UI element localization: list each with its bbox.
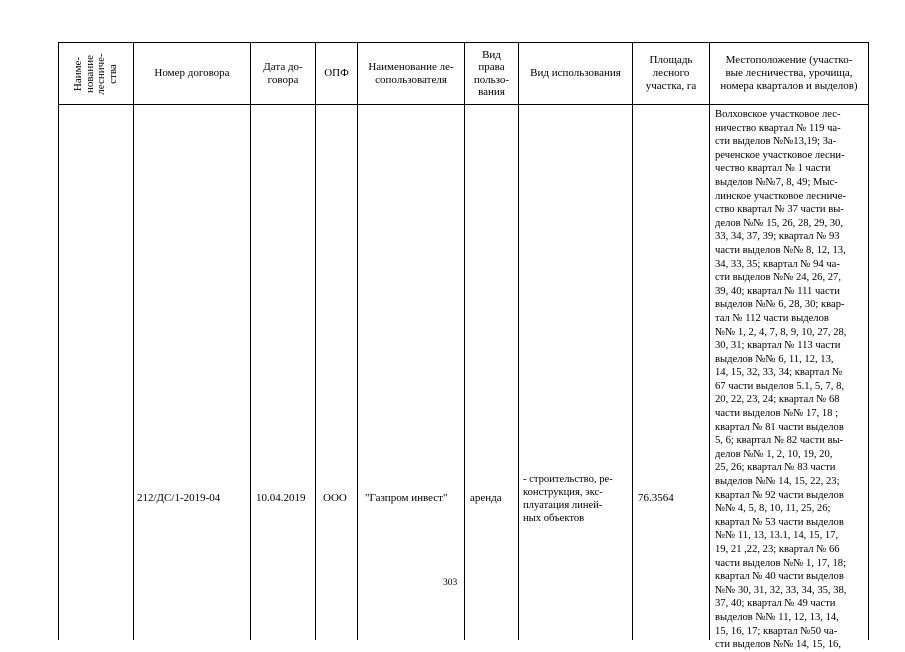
col-divider xyxy=(133,42,134,640)
header-user-name: Наименование ле- сопользователя xyxy=(368,60,454,86)
cell-contract-number: 212/ДС/1-2019-04 xyxy=(137,492,221,504)
cell-area: 76.3564 xyxy=(638,492,674,504)
header-area: Площадь лесного участка, га xyxy=(645,54,697,92)
col-divider xyxy=(315,42,316,640)
cell-contract-date: 10.04.2019 xyxy=(256,492,306,504)
page-number: 303 xyxy=(443,578,458,588)
header-opf: ОПФ xyxy=(324,67,349,79)
cell-user-name: "Газпром инвест" xyxy=(365,492,448,504)
header-forestry-name: Наиме- нование лесниче- ства xyxy=(72,53,119,95)
header-contract-number: Номер договора xyxy=(154,67,230,79)
cell-opf: ООО xyxy=(323,492,347,504)
col-divider xyxy=(464,42,465,640)
header-use-type: Вид использования xyxy=(530,67,621,79)
cell-right-type: аренда xyxy=(470,492,502,504)
col-divider xyxy=(518,42,519,640)
header-location: Местоположение (участко- вые лесничества, урочища, номера кварталов и выделов) xyxy=(720,54,858,92)
col-divider xyxy=(58,42,59,640)
header-right-type: Вид права пользо- вания xyxy=(473,48,510,98)
cell-use-type: - строительство, ре- конструкция, экс- плуатация линей- ных объектов xyxy=(523,474,613,524)
cell-location: Волховское участковое лес- ничество квартал № 119 ча- сти выделов №№13,19; За- реченское участковое лесни- чество квартал № 1 части выделов №№7, 8, 49; Мыс- линское участковое лесниче- ство квартал № 37 части вы- делов №№ 15, 26, 28, 29, 30, 33, 34, 37, 39; квартал № 93 части выделов №№ 8, 12, 13, 34, 33, 35; квартал № 94 ча- сти выделов №№ 24, 26, 27, 39, 40; квартал № 111 части выделов №№ 6, 28, 30; квар- тал № 112 части выделов №№ 1, 2, 4, 7, 8, 9, 10, 27, 28, 30, 31; квартал № 113 части выделов №№ 6, 11, 12, 13, 14, 15, 32, 33, 34; квартал № 67 части выделов 5.1, 5, 7, 8, 20, 22, 23, 24; квартал № 68 части выделов №№ 17, 18 ; квартал № 81 части выделов 5, 6; квартал № 82 части вы- делов №№ 1, 2, 10, 19, 20, 25, 26; квартал № 83 части выделов №№ 14, 15, 22, 23; квартал № 92 части выделов №№ 4, 5, 8, 10, 11, 25, 26; квартал № 53 части выделов №№ 11, 13, 13.1, 14, 15, 17, 19, 21 ,22, 23; квартал № 66 части выделов №№ 1, 17, 18; квартал № 40 части выделов №№ 30, 31, 32, 33, 34, 35, 38, 37, 40; квартал № 49 части выделов №№ 11, 12, 13, 14, 15, 16, 17; квартал №50 ча- сти выделов №№ 14, 15, 16, xyxy=(715,109,847,651)
col-divider xyxy=(632,42,633,640)
col-divider xyxy=(357,42,358,640)
col-divider xyxy=(250,42,251,640)
col-divider xyxy=(868,42,869,640)
col-divider xyxy=(709,42,710,640)
header-contract-date: Дата до- говора xyxy=(263,60,303,86)
